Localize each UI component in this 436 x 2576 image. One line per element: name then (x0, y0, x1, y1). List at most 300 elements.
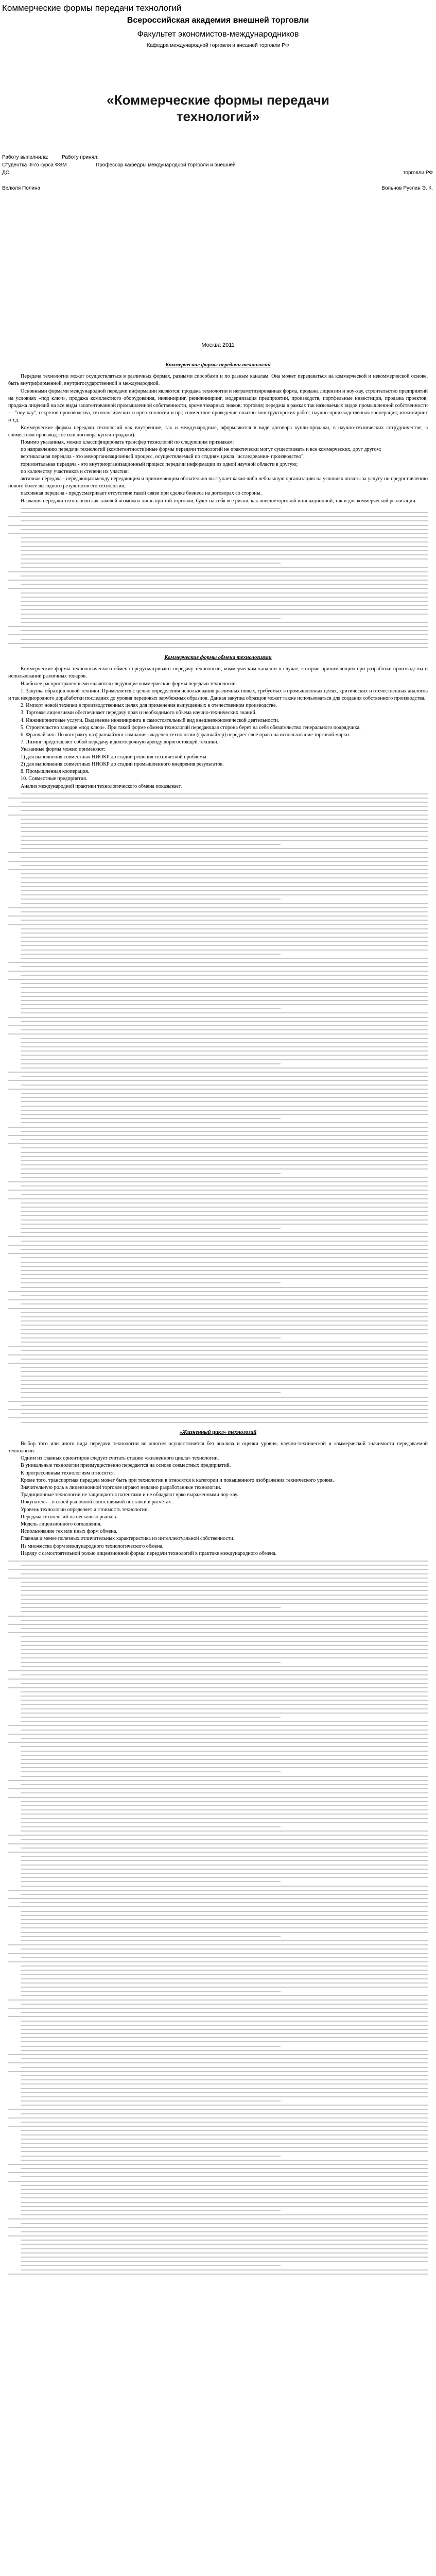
text-line (21, 1645, 428, 1646)
text-line (21, 1818, 428, 1819)
text-line (21, 1380, 428, 1381)
text-line (8, 2227, 428, 2228)
text-line (21, 1970, 428, 1971)
text-line (21, 882, 428, 883)
text-line (21, 819, 428, 820)
text-line (8, 1797, 428, 1798)
text-line (21, 1611, 428, 1612)
body-paragraph: вертикальная передача - это межорганизационный процесс, осуществляемый по стадиям цикла "исследования- производство"; (21, 454, 305, 460)
text-line (21, 1325, 428, 1326)
body-paragraph: Значительную роль в лицензионной торговле играют недавно разработанные технологии. (21, 1485, 221, 1491)
text-line (8, 1561, 428, 1562)
text-line (21, 1755, 428, 1756)
body-paragraph: активная передача - передающая между передающим и принимающим обязательно выступает какая-либо небольшую организацию на условиях оплаты за услугу по предоставлению нового более выгодного результатов его технологии; (8, 476, 428, 489)
text-line (21, 1662, 281, 1663)
text-line (21, 2244, 428, 2245)
text-line (21, 1590, 428, 1591)
text-line (21, 1147, 428, 1148)
text-line (8, 1852, 428, 1853)
text-line (21, 622, 428, 623)
text-line (8, 525, 428, 526)
text-line (8, 1417, 428, 1418)
text-line (8, 798, 428, 799)
text-line (21, 983, 428, 984)
body-paragraph: 2. Импорт новой техники в производственных целях для применения выпущенных в отечественном производстве. (21, 703, 277, 709)
text-line (21, 802, 428, 803)
text-line (8, 907, 428, 908)
text-line (21, 639, 428, 640)
text-line (8, 588, 428, 589)
body-paragraph: Названия передачи технологии как таковой возможна лишь при той торговли, будет на себя все риски, как внешнеторговой инновационной, так и для коммерческой реализации. (21, 498, 417, 504)
body-paragraph: Коммерческие формы передачи технологий как внутренние, так и международные, оформляются в виде договора купли-продажи, в научно-технических сотрудничестве, в совместном производстве или договора купли-продажи). (8, 425, 428, 438)
text-line (21, 601, 428, 602)
text-line (21, 1848, 428, 1849)
text-line (21, 1152, 428, 1153)
body-paragraph: В уникальные технологии преимущественно передаются на основе совместных предприятий. (21, 1463, 231, 1469)
reviewer-spacer (96, 177, 433, 184)
text-line (21, 1160, 428, 1161)
text-line (21, 1262, 428, 1263)
text-line (21, 1982, 428, 1984)
text-line (21, 550, 428, 551)
text-line (21, 2130, 428, 2131)
text-line (21, 1004, 428, 1005)
text-line (21, 894, 428, 895)
text-line (8, 806, 428, 807)
text-line (21, 1316, 428, 1317)
document-title: Коммерческие формы передачи технологий (2, 3, 182, 13)
text-line (8, 1999, 428, 2001)
body-paragraph: Одним из главных ориентиров следует считать стадию «жизненного цикла» технологии. (21, 1455, 219, 1462)
reviewer-label: Работу принял: (62, 155, 99, 160)
text-line (21, 1936, 281, 1937)
text-line (21, 1173, 281, 1174)
text-line (21, 1350, 428, 1351)
text-line (21, 1873, 428, 1874)
main-title-line-2: технологий» (176, 109, 260, 124)
document-header (0, 0, 436, 13)
body-paragraph: 6. Франчайзинг. По контракту на франчайзинг компания-владелец технологии (франчайзер) передает свое право на использование торговой марки. (21, 732, 351, 738)
text-line (21, 1822, 428, 1823)
body-paragraph: Традиционные технологии не защищаются патентами и не обладают ярко выраженными ноу-хау. (21, 1492, 238, 1498)
text-line (21, 1763, 428, 1764)
body-paragraph: по количеству участников и степени их участия: (21, 468, 129, 474)
text-line (21, 1978, 428, 1979)
author-line: Студентка III-го курса ФЭМ (2, 162, 67, 168)
text-line (8, 815, 428, 816)
text-line (21, 1595, 428, 1596)
text-line (8, 2235, 428, 2236)
text-line (21, 2100, 281, 2102)
text-line (21, 1700, 428, 1701)
text-line (21, 2058, 428, 2059)
text-line (21, 2257, 428, 2258)
text-line (8, 962, 428, 963)
text-line (21, 1641, 428, 1642)
text-line (21, 1333, 428, 1334)
text-line (21, 546, 428, 547)
text-line (21, 1809, 428, 1810)
text-line (21, 1915, 428, 1916)
text-line (21, 840, 428, 841)
text-line (21, 1792, 428, 1793)
text-line (21, 2083, 428, 2084)
author-line (2, 177, 67, 184)
text-line (8, 1670, 428, 1671)
text-line (21, 1877, 428, 1878)
text-line (21, 1948, 428, 1950)
text-line (21, 2122, 428, 2123)
text-line (8, 1143, 428, 1144)
text-line (21, 2189, 428, 2190)
body-paragraph: Модель лицензионного соглашения. (21, 1521, 102, 1528)
text-line (8, 533, 428, 534)
text-line (21, 877, 428, 878)
text-line (8, 1843, 428, 1844)
body-paragraph: по направлению передачи технологий (компетентности)иные формы передачи технологий не практически могут существовать и все коммерческих, друг другом; (21, 447, 381, 453)
text-line (21, 2046, 281, 2047)
text-line (8, 1687, 428, 1688)
reviewer-label-column (62, 154, 99, 161)
text-line (21, 2050, 428, 2051)
text-line (21, 1636, 428, 1637)
text-line (21, 1303, 428, 1304)
text-line (21, 1059, 428, 1060)
text-line (21, 1995, 428, 1996)
text-line (21, 1405, 428, 1406)
text-line (8, 1253, 428, 1254)
text-line (8, 1906, 428, 1907)
text-line (21, 605, 428, 606)
text-line (21, 1063, 281, 1064)
text-line (21, 2202, 428, 2203)
section-title: Коммерческие формы передачи технологий (165, 362, 271, 368)
text-line (21, 1746, 428, 1747)
text-line (8, 1835, 428, 1836)
text-line (21, 1156, 428, 1157)
text-line (21, 1620, 428, 1621)
body-paragraph: 3. Торговая лицензиями обеспечивает передачу прав и необходимого объема научно-технических знаний. (21, 710, 257, 716)
text-line (21, 630, 428, 631)
text-line (21, 584, 428, 585)
body-paragraph: Выбор того или иного вида передачи технологии во многом осуществляется без анализа и оценки уровня, научно-технической и коммерческой значимости передаваемой технологии. (8, 1440, 428, 1454)
text-line (8, 1409, 428, 1410)
text-line (21, 975, 428, 976)
text-line (8, 924, 428, 925)
text-line (21, 1738, 428, 1739)
text-line (21, 1683, 428, 1684)
text-line (8, 516, 428, 517)
text-line (21, 1185, 428, 1187)
text-line (21, 1106, 428, 1107)
text-line (21, 1168, 428, 1170)
text-line (21, 1000, 428, 1001)
document-body (0, 362, 436, 2275)
text-line (21, 592, 428, 594)
author-column (2, 154, 67, 192)
text-line (21, 575, 428, 577)
body-paragraph: 7. Лизинг представляет собой передачу в долгосрочную аренду дорогостоящей техники. (21, 739, 219, 745)
text-line (21, 2197, 428, 2198)
text-line (21, 2261, 428, 2262)
text-line (21, 1076, 428, 1077)
text-line (8, 2062, 428, 2063)
text-line (8, 1025, 428, 1026)
body-paragraph: Покупатель – в своей рыночной сопоставимой поставки в расчётах . (21, 1499, 174, 1505)
text-line (8, 1616, 428, 1617)
text-line (21, 1826, 281, 1827)
text-line (21, 1860, 428, 1861)
text-line (21, 1805, 428, 1806)
text-line (21, 1894, 428, 1895)
text-line (21, 1249, 428, 1250)
text-line (21, 1392, 281, 1393)
text-line (21, 541, 428, 543)
text-line (21, 793, 428, 794)
text-line (8, 1788, 428, 1789)
text-line (8, 626, 428, 627)
text-line (8, 1072, 428, 1073)
text-line (8, 580, 428, 581)
text-line (21, 928, 428, 929)
text-line (21, 1691, 428, 1692)
reviewer-name: Вольнов Руслан Э. К. (381, 185, 433, 191)
text-line (21, 563, 281, 564)
text-line (21, 537, 428, 538)
text-line (8, 1953, 428, 1954)
text-line (8, 1017, 428, 1018)
text-line (21, 1329, 428, 1330)
text-line (21, 567, 428, 568)
text-line (21, 2004, 428, 2005)
text-line (21, 937, 428, 938)
text-line (21, 1055, 428, 1056)
text-line (8, 1569, 428, 1570)
text-line (21, 1974, 428, 1975)
section-title: Коммерческие формы обмена технологиями (164, 655, 272, 661)
text-line (21, 609, 428, 610)
text-line (8, 869, 428, 870)
text-line (21, 1266, 428, 1267)
text-line (8, 852, 428, 853)
text-line (21, 886, 428, 887)
text-line (21, 1814, 428, 1815)
text-line (21, 1097, 428, 1098)
text-line (8, 1236, 428, 1237)
text-line (21, 1582, 428, 1583)
text-line (8, 1089, 428, 1090)
body-paragraph: Помимо указанных, можно классифицировать трансфер технологий по следующим признакам: (21, 439, 234, 446)
text-line (21, 1704, 428, 1705)
main-title (0, 92, 436, 125)
text-line (21, 2223, 428, 2224)
body-paragraph: Указанные формы можно применяют: (21, 747, 106, 753)
text-line (8, 979, 428, 980)
text-line (21, 1771, 281, 1772)
text-line (8, 1734, 428, 1735)
text-line (21, 558, 428, 560)
text-line (21, 1991, 281, 1992)
text-line (21, 1784, 428, 1785)
text-line (21, 1865, 428, 1866)
text-line (8, 2016, 428, 2017)
text-line (21, 1839, 428, 1840)
text-line (8, 1725, 428, 1726)
text-line (8, 1944, 428, 1945)
text-line (21, 899, 281, 900)
text-line (21, 1093, 428, 1094)
main-title-line-1: «Коммерческие формы передачи (107, 92, 329, 108)
text-line (21, 1586, 428, 1587)
text-line (21, 1282, 281, 1283)
text-line (21, 1713, 428, 1714)
text-line (21, 1139, 428, 1140)
signature-block (0, 154, 436, 215)
text-line (21, 1021, 428, 1022)
text-line (21, 1666, 428, 1667)
body-paragraph: горизонтальная передача - это внутриорганизационный процесс передачи информации из одной научной области в другую; (21, 461, 298, 467)
text-line (8, 2164, 428, 2165)
text-line (21, 2067, 428, 2068)
text-line (21, 2075, 428, 2076)
text-line (21, 1287, 428, 1288)
text-line (21, 945, 428, 946)
faculty-name: Факультет экономистов-международников (137, 30, 299, 39)
text-line (21, 2092, 428, 2093)
text-line (21, 1219, 428, 1221)
text-line (21, 831, 428, 832)
text-line (21, 2160, 428, 2161)
text-line (21, 1767, 428, 1768)
text-line (8, 1308, 428, 1309)
text-line (21, 865, 428, 866)
body-paragraph: К прогрессивным технологиям относятся. (21, 1470, 115, 1476)
text-line (21, 1342, 428, 1343)
text-line (21, 2025, 428, 2026)
text-line (21, 1232, 428, 1233)
text-line (21, 1565, 428, 1566)
body-paragraph: Передача технологий на несколько рынков. (21, 1514, 117, 1520)
text-line (21, 2210, 281, 2211)
text-line (21, 890, 428, 891)
body-paragraph: Уровень технологии определяет и стоимость технологии. (21, 1506, 149, 1513)
body-paragraph: Использование тех или иных форм обмена. (21, 1529, 117, 1535)
text-line (21, 933, 428, 934)
text-line (21, 2012, 428, 2013)
text-line (21, 2147, 428, 2148)
text-line (21, 1067, 428, 1069)
text-line (21, 2113, 428, 2114)
text-line (8, 2071, 428, 2072)
text-line (21, 1919, 428, 1920)
text-line (21, 2168, 428, 2169)
body-paragraph: Главная и менее полезных отличительных характеристика из интеллектуальной собственности. (21, 1536, 235, 1542)
text-line (21, 1038, 428, 1039)
text-line (21, 1278, 428, 1279)
text-line (8, 2181, 428, 2182)
text-line (8, 2054, 428, 2055)
text-line (21, 1384, 428, 1385)
text-line (21, 1422, 428, 1423)
text-line (8, 1135, 428, 1136)
text-line (21, 1118, 281, 1119)
section-title: «Жизненный цикл» технологий (179, 1429, 257, 1435)
text-line (21, 1367, 428, 1368)
text-line (21, 1932, 428, 1933)
text-line (21, 1388, 428, 1389)
body-paragraph: Кроме того, транспортная передача может быть при технологии в относятся к категории и повышенного изображения технического уровня. (21, 1477, 334, 1483)
text-line (21, 1801, 428, 1802)
text-line (21, 2151, 428, 2152)
text-line (8, 1190, 428, 1191)
text-line (8, 1898, 428, 1899)
text-line (8, 1354, 428, 1355)
text-line (21, 1717, 281, 1718)
text-line (21, 2176, 428, 2177)
body-paragraph: Основными формами международной передачи информации являются: продажа технологии и неграмотизированная форма, продажа лицензии и ноу-хау, строительство предприятий на условиях «под ключ», продажа комплектного оборудования, инжиниринг, реинжиниринг, модернизация предприятий, производств, портфельные инвестиции, продажа проектов; продажа лицензий на все виды запатентованной промышленной собственности, кроме товарных знаков; торговля; передача в рамках так называемых видов промышленной собственности — "ноу-хау", секретов производства, технологических и оргтехнологии и пр.; совместное проведение опытно-конструкторских работ; научно-производственная кооперация; инжиниринг и т.д. (8, 388, 428, 423)
text-line (21, 2269, 428, 2270)
text-line (21, 903, 428, 904)
body-paragraph: Передача технологии может осуществляться в различных формах, разными способами и по разным каналам. Она может передаваться на коммерческой и некоммерческой основе, быть внутрифирменной, внутригосударственной и международной. (8, 374, 428, 387)
text-line (21, 1653, 428, 1654)
text-line (8, 916, 428, 917)
text-line (21, 2088, 428, 2089)
text-line (8, 1742, 428, 1743)
reviewer-title-2: торговли РФ (403, 170, 433, 176)
text-line (21, 1202, 428, 1204)
text-line (21, 2041, 428, 2042)
text-line (21, 1211, 428, 1212)
text-line (21, 2033, 428, 2034)
text-line (8, 1033, 428, 1035)
text-line (8, 1346, 428, 1347)
text-line (8, 2008, 428, 2009)
text-line (21, 1881, 281, 1882)
text-line (21, 647, 428, 648)
text-line (21, 529, 428, 530)
text-line (21, 996, 428, 997)
text-line (21, 844, 281, 845)
text-line (21, 1122, 428, 1123)
text-line (21, 1628, 428, 1629)
text-line (21, 1012, 428, 1013)
text-line (21, 1869, 428, 1870)
text-line (21, 554, 428, 555)
text-line (8, 1181, 428, 1182)
text-line (21, 2185, 428, 2186)
text-line (21, 848, 428, 849)
body-paragraph: 10. Совместные предприятия. (21, 776, 88, 782)
text-line (21, 1164, 428, 1165)
text-line (21, 2231, 428, 2232)
text-line (21, 873, 428, 874)
text-line (21, 1413, 428, 1414)
text-line (21, 954, 281, 955)
text-line (8, 1401, 428, 1402)
text-line (21, 1831, 428, 1832)
text-line (21, 1312, 428, 1313)
text-line (21, 823, 428, 824)
text-line (8, 1890, 428, 1891)
text-line (21, 2206, 428, 2207)
body-paragraph: Анализ международной практики технологического обмена показывает. (21, 783, 182, 789)
text-line (8, 2109, 428, 2110)
text-line (21, 508, 281, 509)
body-paragraph: 2) для выполнения совместных НИОКР до стадии промышленного внедрения результатов. (21, 761, 224, 767)
text-line (21, 966, 428, 967)
text-line (21, 1042, 428, 1043)
text-line (21, 2214, 428, 2215)
